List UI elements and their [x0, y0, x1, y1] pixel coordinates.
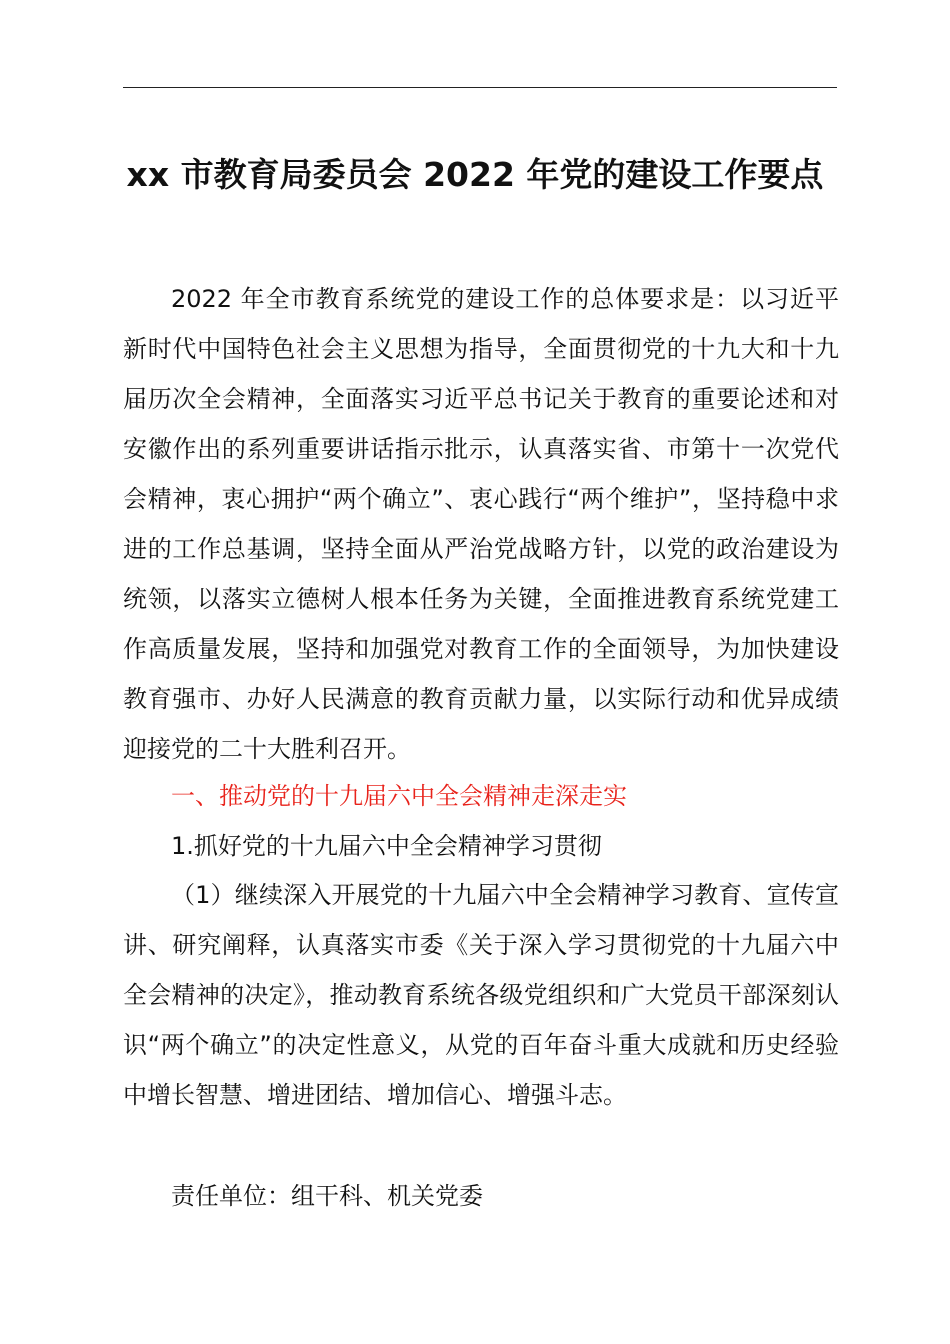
header-rule — [123, 87, 837, 88]
responsibility-line: 责任单位：组干科、机关党委 — [171, 1182, 483, 1210]
item-paragraph: （1）继续深入开展党的十九届六中全会精神学习教育、宣传宣讲、研究阐释，认真落实市委《关于深入学习贯彻党的十九届六中全会精神的决定》，推动教育系统各级党组织和广大党员干部深刻认识“两个确立”的决定性意义，从党的百年奋斗重大成就和历史经验中增长智慧、增进团结、增加信心、增强斗志。 — [123, 881, 839, 1109]
intro-paragraph: 2022 年全市教育系统党的建设工作的总体要求是：以习近平新时代中国特色社会主义思想为指导，全面贯彻党的十九大和十九届历次全会精神，全面落实习近平总书记关于教育的重要论述和对安徽作出的系列重要讲话指示批示，认真落实省、市第十一次党代会精神，衷心拥护“两个确立”、衷心践行“两个维护”，坚持稳中求进的工作总基调，坚持全面从严治党战略方针，以党的政治建设为统领，以落实立德树人根本任务为关键，全面推进教育系统党建工作高质量发展，坚持和加强党对教育工作的全面领导，为加快建设教育强市、办好人民满意的教育贡献力量，以实际行动和优异成绩迎接党的二十大胜利召开。 — [123, 285, 839, 763]
document-title: xx 市教育局委员会 2022 年党的建设工作要点 — [126, 155, 824, 194]
subheading: 1.抓好党的十九届六中全会精神学习贯彻 — [171, 832, 602, 860]
section-heading: 一、推动党的十九届六中全会精神走深走实 — [171, 782, 627, 810]
